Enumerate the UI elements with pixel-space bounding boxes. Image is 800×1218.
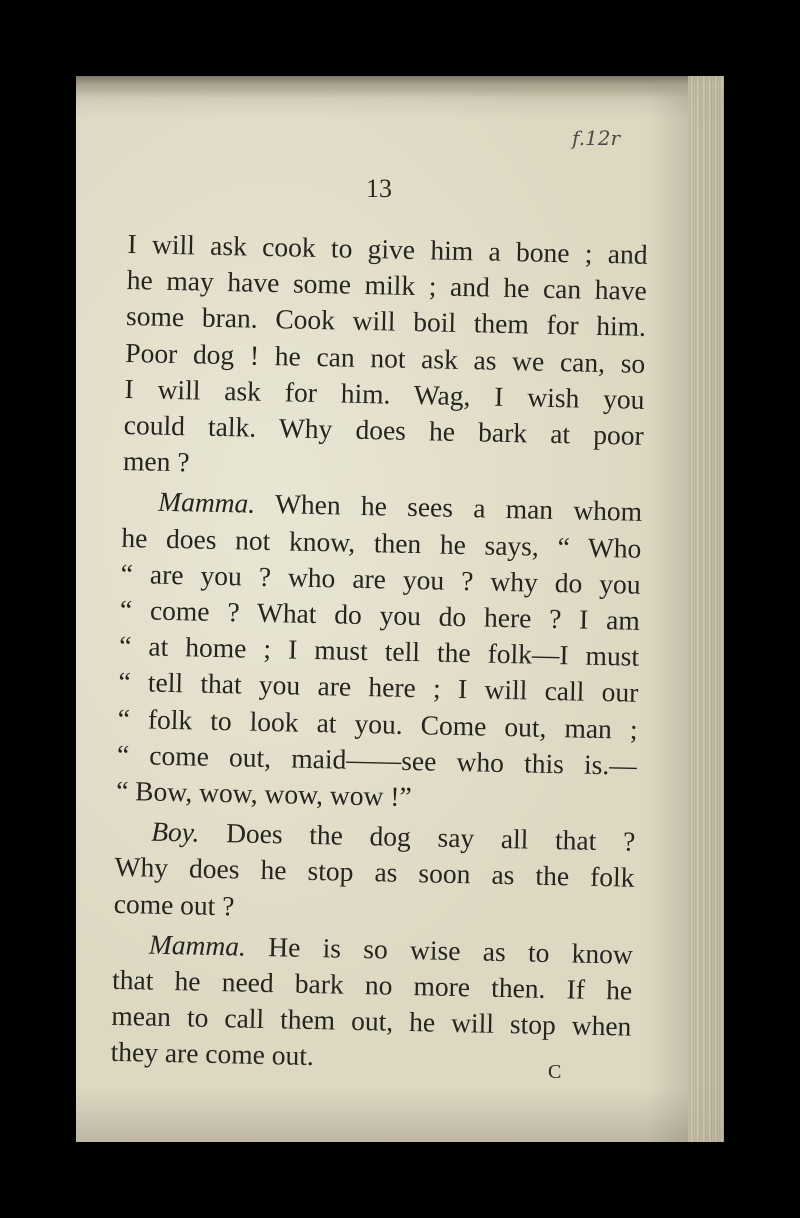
signature-mark: C (548, 1061, 562, 1083)
speaker-label: Boy. (151, 815, 200, 848)
paragraph (123, 226, 648, 490)
text-line: “ tell that you are here ; I will call our (118, 666, 639, 709)
speaker-label: Mamma. (148, 928, 247, 962)
text-line: could talk. Why does he bark at poor (123, 408, 645, 451)
page-top-edge (76, 76, 724, 98)
text-span: Does the dog say all that ? (199, 816, 636, 858)
text-line: come out ? (113, 887, 235, 922)
text-line: men ? (122, 445, 190, 478)
text-span: When he sees a man whom (254, 488, 643, 528)
text-line: mean to call them out, he will stop when (111, 1000, 632, 1042)
text-line: I will ask cook to give him a bone ; and (127, 227, 648, 270)
text-line: I will ask for him. Wag, I wish you (124, 372, 645, 415)
paragraph (116, 483, 643, 820)
body-text (110, 226, 648, 1081)
paragraph (113, 813, 635, 932)
book-page (76, 76, 724, 1142)
text-line: he does not know, then he says, “ Who (121, 521, 642, 564)
text-line: “ come ? What do you do here ? I am (119, 593, 641, 636)
text-line: they are come out. (110, 1036, 315, 1072)
text-span: He is so wise as to know (245, 930, 634, 970)
folio-annotation: f.12r (572, 126, 621, 150)
paragraph (110, 926, 633, 1082)
text-line: “ folk to look at you. Come out, man ; (117, 702, 638, 745)
page-fore-edge (688, 76, 724, 1142)
text-line: “ at home ; I must tell the folk—I must (118, 630, 640, 673)
text-line: he may have some milk ; and he can have (126, 264, 648, 307)
speaker-label: Mamma. (157, 486, 256, 520)
text-line: some bran. Cook will boil them for him. (125, 300, 647, 343)
text-line: Why does he stop as soon as the folk (114, 851, 635, 894)
text-line: “ Bow, wow, wow, wow !” (115, 774, 413, 813)
text-line: “ come out, maid——see who this is.— (116, 738, 638, 781)
text-line: “ are you ? who are you ? why do you (120, 557, 641, 600)
text-line: Poor dog ! he can not ask as we can, so (125, 336, 646, 379)
text-line: that he need bark no more then. If he (111, 963, 633, 1006)
page-number: 13 (366, 174, 392, 203)
